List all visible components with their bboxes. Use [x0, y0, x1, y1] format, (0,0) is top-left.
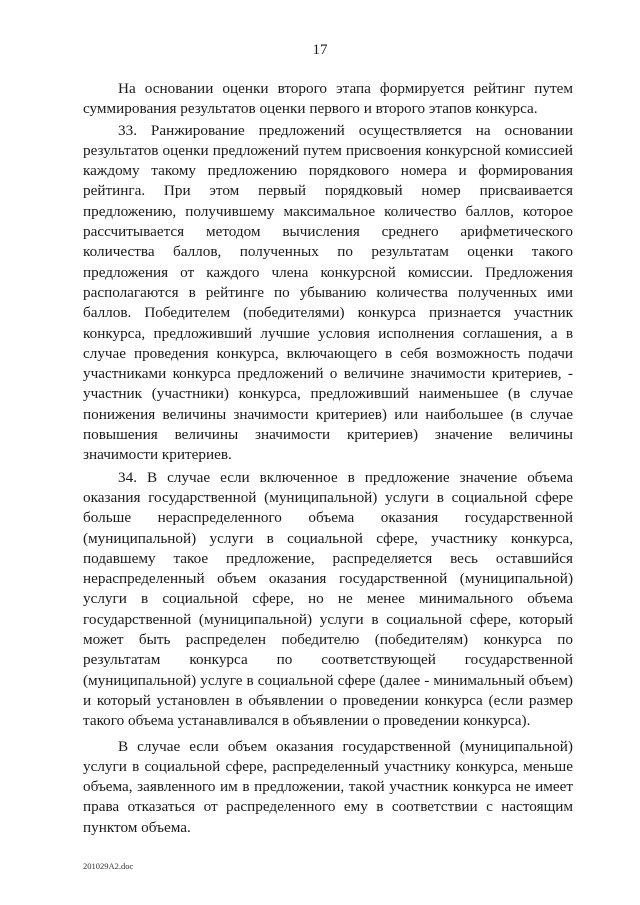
- paragraph-refusal-restriction: В случае если объем оказания государственной (муниципальной) услуги в социальной сфере, распределенный участнику конкурса, меньше объема, заявленного им в предложении, такой участник конкурса не имеет права отказаться от распределенного ему в соответствии с настоящим пунктом объема.: [83, 737, 573, 836]
- paragraph-34-volume-distribution: 34. В случае если включенное в предложение значение объема оказания государственной (муниципальной) услуги в социальной сфере больше нераспределенного объема оказания государственной (муниципальной) услуги в социальной сфере, участнику конкурса, подавшему такое предложение, распределяется весь оставшийся нераспределенный объем оказания государственной (муниципальной) услуги в социальной сфере, но не менее минимального объема государственной (муниципальной) услуги в социальной сфере, который может быть распределен победителю (победителям) конкурса по результатам конкурса по соответствующей государственной (муниципальной) услуге в социальной сфере (далее - минимальный объем) и который установлен в объявлении о проведении конкурса (если размер такого объема устанавливался в объявлении о проведении конкурса).: [83, 468, 573, 730]
- paragraph-33-ranking: 33. Ранжирование предложений осуществляется на основании результатов оценки предложений путем присвоения конкурсной комиссией каждому такому предложению порядкового номера и формирования рейтинга. При этом первый порядковый номер присваивается предложению, получившему максимальное количество баллов, которое рассчитывается методом вычисления среднего арифметического количества баллов, полученных по результатам оценки такого предложения от каждого члена конкурсной комиссии. Предложения располагаются в рейтинге по убыванию количества полученных ими баллов. Победителем (победителями) конкурса признается участник конкурса, предложивший лучшие условия исполнения соглашения, а в случае проведения конкурса, включающего в себя возможность подачи участниками конкурса предложений о величине значимости критериев, - участник (участники) конкурса, предложивший наименьшее (в случае понижения величины значимости критериев) или наибольшее (в случае повышения величины значимости критериев) значение величины значимости критериев.: [83, 121, 573, 464]
- file-name-footer: 201029A2.doc: [83, 861, 134, 871]
- page-number: 17: [312, 42, 328, 58]
- document-body: [83, 79, 573, 838]
- paragraph-rating-summation: На основании оценки второго этапа формируется рейтинг путем суммирования результатов оценки первого и второго этапов конкурса.: [83, 80, 573, 118]
